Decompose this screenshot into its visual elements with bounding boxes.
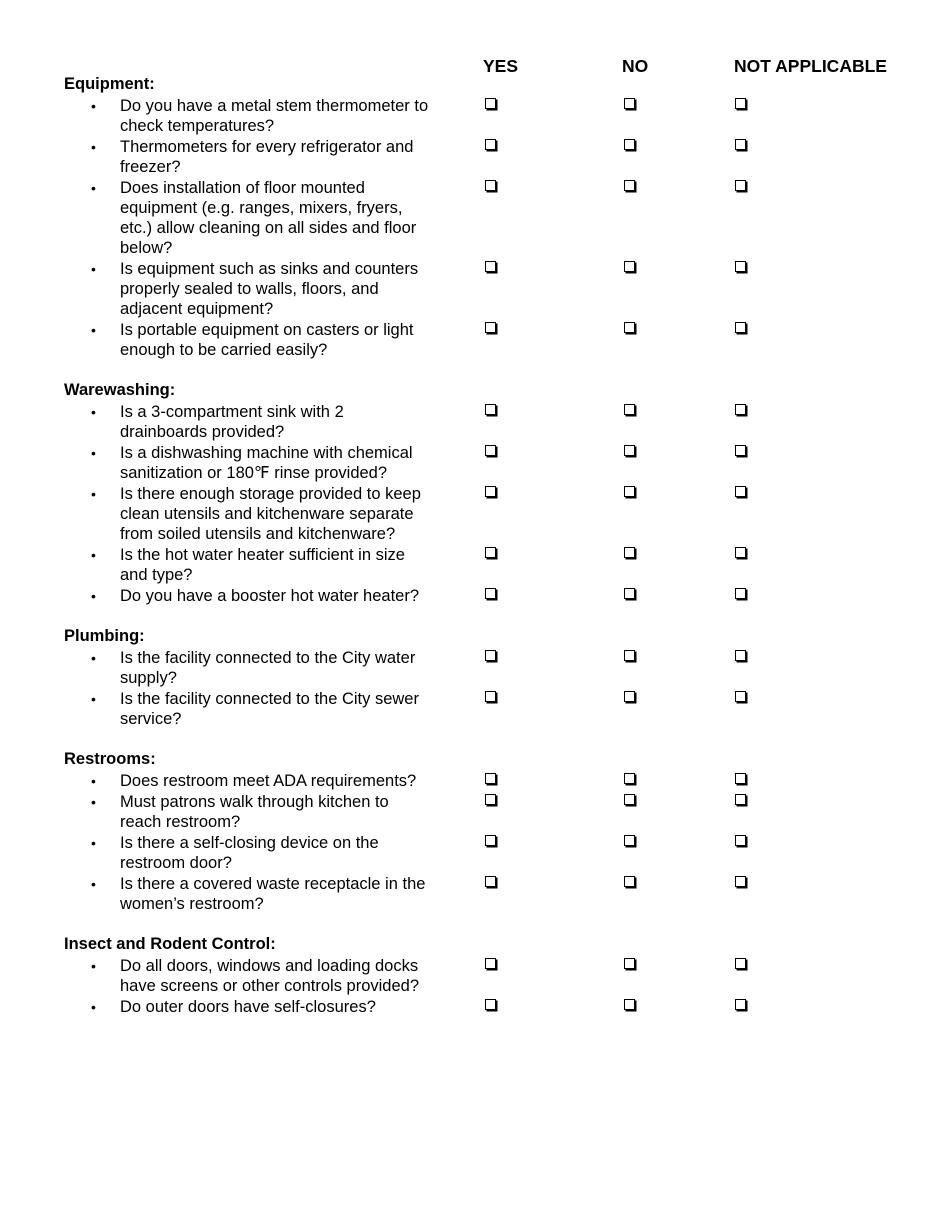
yes-checkbox[interactable] — [485, 999, 496, 1010]
checklist-row — [0, 688, 950, 729]
checklist-row — [0, 483, 950, 544]
checklist-row — [0, 136, 950, 177]
question-text: Is equipment such as sinks and counters properly sealed to walls, floors, and adjacent equipment? — [120, 260, 419, 318]
question-text: Do you have a metal stem thermometer to check temperatures? — [120, 97, 429, 135]
no-checkbox[interactable] — [624, 547, 635, 558]
section-title: Equipment: — [64, 75, 155, 93]
question-text: Do you have a booster hot water heater? — [120, 587, 420, 605]
checklist-row — [0, 955, 950, 996]
question-text: Is there enough storage provided to keep clean utensils and kitchenware separate from soiled utensils and kitchenware? — [120, 485, 421, 543]
yes-checkbox[interactable] — [485, 691, 496, 702]
question-text: Is the hot water heater sufficient in size and type? — [120, 546, 405, 584]
question-text: Is there a self-closing device on the restroom door? — [120, 834, 379, 872]
bullet-icon: • — [91, 180, 96, 196]
section — [0, 934, 950, 1017]
checklist-row — [0, 996, 950, 1017]
not-applicable-checkbox[interactable] — [735, 835, 746, 846]
yes-checkbox[interactable] — [485, 958, 496, 969]
not-applicable-checkbox[interactable] — [735, 650, 746, 661]
not-applicable-checkbox[interactable] — [735, 139, 746, 150]
question-text: Is there a covered waste receptacle in the women’s restroom? — [120, 875, 426, 913]
yes-checkbox[interactable] — [485, 486, 496, 497]
not-applicable-checkbox[interactable] — [735, 958, 746, 969]
not-applicable-checkbox[interactable] — [735, 794, 746, 805]
no-checkbox[interactable] — [624, 588, 635, 599]
no-checkbox[interactable] — [624, 180, 635, 191]
no-checkbox[interactable] — [624, 999, 635, 1010]
not-applicable-checkbox[interactable] — [735, 999, 746, 1010]
not-applicable-checkbox[interactable] — [735, 445, 746, 456]
bullet-icon: • — [91, 773, 96, 789]
checklist-row — [0, 319, 950, 360]
question-text: Does restroom meet ADA requirements? — [120, 772, 417, 790]
yes-checkbox[interactable] — [485, 322, 496, 333]
question-text: Is a 3-compartment sink with 2 drainboards provided? — [120, 403, 344, 441]
checklist-row — [0, 585, 950, 606]
question-text: Is a dishwashing machine with chemical sanitization or 180℉ rinse provided? — [120, 444, 413, 482]
checklist-row — [0, 95, 950, 136]
checklist-row — [0, 442, 950, 483]
no-checkbox[interactable] — [624, 322, 635, 333]
question-text: Do outer doors have self-closures? — [120, 998, 376, 1016]
not-applicable-checkbox[interactable] — [735, 98, 746, 109]
yes-checkbox[interactable] — [485, 98, 496, 109]
section — [0, 749, 950, 914]
yes-checkbox[interactable] — [485, 547, 496, 558]
no-checkbox[interactable] — [624, 486, 635, 497]
yes-checkbox[interactable] — [485, 794, 496, 805]
no-checkbox[interactable] — [624, 98, 635, 109]
no-checkbox[interactable] — [624, 691, 635, 702]
no-checkbox[interactable] — [624, 139, 635, 150]
yes-checkbox[interactable] — [485, 650, 496, 661]
checklist-row — [0, 770, 950, 791]
question-text: Does installation of floor mounted equipment (e.g. ranges, mixers, fryers, etc.) allow cleaning on all sides and floor below? — [120, 179, 417, 257]
section — [0, 74, 950, 360]
bullet-icon: • — [91, 139, 96, 155]
bullet-icon: • — [91, 835, 96, 851]
checklist-row — [0, 258, 950, 319]
bullet-icon: • — [91, 404, 96, 420]
question-text: Do all doors, windows and loading docks have screens or other controls provided? — [120, 957, 419, 995]
not-applicable-checkbox[interactable] — [735, 876, 746, 887]
bullet-icon: • — [91, 547, 96, 563]
not-applicable-checkbox[interactable] — [735, 691, 746, 702]
yes-checkbox[interactable] — [485, 261, 496, 272]
no-checkbox[interactable] — [624, 835, 635, 846]
checklist-row — [0, 544, 950, 585]
not-applicable-checkbox[interactable] — [735, 588, 746, 599]
section-title: Plumbing: — [64, 627, 145, 645]
no-checkbox[interactable] — [624, 876, 635, 887]
bullet-icon: • — [91, 999, 96, 1015]
bullet-icon: • — [91, 486, 96, 502]
not-applicable-checkbox[interactable] — [735, 773, 746, 784]
yes-checkbox[interactable] — [485, 876, 496, 887]
bullet-icon: • — [91, 691, 96, 707]
no-checkbox[interactable] — [624, 261, 635, 272]
bullet-icon: • — [91, 876, 96, 892]
checklist — [0, 74, 950, 1037]
checklist-row — [0, 832, 950, 873]
not-applicable-checkbox[interactable] — [735, 180, 746, 191]
checklist-row — [0, 647, 950, 688]
no-checkbox[interactable] — [624, 773, 635, 784]
yes-checkbox[interactable] — [485, 180, 496, 191]
not-applicable-checkbox[interactable] — [735, 404, 746, 415]
question-text: Thermometers for every refrigerator and freezer? — [120, 138, 414, 176]
checklist-row — [0, 177, 950, 258]
bullet-icon: • — [91, 588, 96, 604]
bullet-icon: • — [91, 322, 96, 338]
section-title: Insect and Rodent Control: — [64, 935, 276, 953]
question-text: Is portable equipment on casters or light enough to be carried easily? — [120, 321, 414, 359]
no-checkbox[interactable] — [624, 958, 635, 969]
bullet-icon: • — [91, 98, 96, 114]
section — [0, 626, 950, 729]
no-checkbox[interactable] — [624, 404, 635, 415]
column-header-not-applicable: NOT APPLICABLE — [734, 56, 887, 76]
bullet-icon: • — [91, 958, 96, 974]
yes-checkbox[interactable] — [485, 139, 496, 150]
section-title: Warewashing: — [64, 381, 176, 399]
column-header-yes: YES — [483, 56, 519, 76]
bullet-icon: • — [91, 261, 96, 277]
yes-checkbox[interactable] — [485, 835, 496, 846]
yes-checkbox[interactable] — [485, 588, 496, 599]
section — [0, 380, 950, 606]
not-applicable-checkbox[interactable] — [735, 547, 746, 558]
question-text: Must patrons walk through kitchen to reach restroom? — [120, 793, 389, 831]
not-applicable-checkbox[interactable] — [735, 322, 746, 333]
not-applicable-checkbox[interactable] — [735, 486, 746, 497]
yes-checkbox[interactable] — [485, 773, 496, 784]
bullet-icon: • — [91, 650, 96, 666]
no-checkbox[interactable] — [624, 794, 635, 805]
question-text: Is the facility connected to the City sewer service? — [120, 690, 419, 728]
yes-checkbox[interactable] — [485, 445, 496, 456]
column-header-no: NO — [622, 56, 649, 76]
no-checkbox[interactable] — [624, 445, 635, 456]
yes-checkbox[interactable] — [485, 404, 496, 415]
section-title: Restrooms: — [64, 750, 156, 768]
not-applicable-checkbox[interactable] — [735, 261, 746, 272]
bullet-icon: • — [91, 794, 96, 810]
checklist-row — [0, 873, 950, 914]
no-checkbox[interactable] — [624, 650, 635, 661]
checklist-row — [0, 401, 950, 442]
question-text: Is the facility connected to the City water supply? — [120, 649, 416, 687]
checklist-row — [0, 791, 950, 832]
bullet-icon: • — [91, 445, 96, 461]
